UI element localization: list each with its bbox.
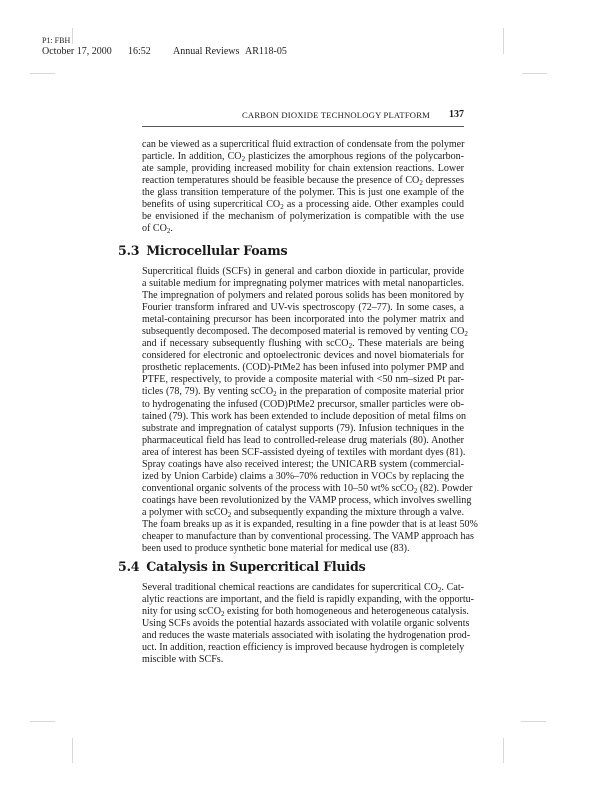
- text-line: the glass transition temperature of the polymer. This is just one example of the: [142, 187, 464, 199]
- text-line: reaction temperatures should be feasible because the presence of $CO_2$ depresses: [142, 175, 464, 188]
- text-line: area of interest has been SCF-assisted dyeing of textiles with mordant dyes (81).: [142, 446, 466, 458]
- text-line: conventional organic solvents of the process with 10–50 wt% scCO$_2$ (82). Powder: [142, 482, 473, 495]
- paragraph-intro: [142, 139, 464, 235]
- text-line: tained (79). This work has been extended to include deposition of metal films on: [142, 410, 467, 422]
- text-line: of $CO_2$.: [142, 223, 173, 236]
- text-line: prosthetic replacements. (COD)-PtMe2 has been infused into polymer PMP and: [142, 362, 464, 374]
- slug-info: [42, 46, 287, 57]
- text-line: be envisioned if the mechanism of polymerization is compatible with the use: [142, 211, 464, 223]
- slug-proof-id: P1: FBH: [42, 36, 71, 45]
- crop-mark-bottom-right-vertical: [503, 738, 504, 763]
- section-title: Microcellular Foams: [146, 243, 288, 258]
- text-line: metal-containing precursor has been incorporated into the polymer matrix and: [142, 314, 464, 326]
- section-body-microcellular-foams: [142, 266, 478, 555]
- text-line: to hydrogenating the infused (COD)PtMe2 precursor, smaller particles were ob-: [142, 398, 464, 410]
- crop-mark-top-left-vertical: [72, 28, 73, 44]
- text-line: subsequently decomposed. The decomposed material is removed by venting $CO_2$: [142, 326, 468, 339]
- crop-mark-bottom-right: [521, 721, 546, 722]
- slug-date: October 17, 2000: [42, 46, 112, 57]
- text-line: a suitable medium for impregnating polymer matrices with metal nanoparticles.: [142, 278, 464, 290]
- page-number: 137: [449, 109, 464, 120]
- text-line: The impregnation of polymers and related porous solids has been monitored by: [142, 290, 464, 302]
- text-line: been used to produce synthetic bone material for medical use (83).: [142, 543, 410, 555]
- section-body-catalysis: [142, 582, 475, 666]
- text-line: uct. In addition, reaction efficiency is improved because hydrogen is completely: [142, 642, 465, 654]
- text-line: cheaper to manufacture than by conventional processing. The VAMP approach has: [142, 531, 474, 543]
- slug-publisher: Annual Reviews: [173, 46, 240, 57]
- text-line: a polymer with scCO$_2$ and subsequently expanding the mixture through a valve.: [142, 506, 464, 519]
- text-line: substrate and impregnation of catalyst supports (79). Infusion techniques in the: [142, 422, 464, 434]
- text-line: Spray coatings have also received interest; the UNICARB system (commercial-: [142, 458, 464, 470]
- section-number: 5.3: [118, 243, 140, 258]
- running-head-title: CARBON DIOXIDE TECHNOLOGY PLATFORM: [242, 110, 430, 120]
- text-line: Fourier transform infrared and UV-vis spectroscopy (72–77). In some cases, a: [142, 302, 464, 314]
- running-head: [142, 110, 464, 127]
- slug-code: AR118-05: [245, 46, 287, 57]
- text-line: Supercritical fluids (SCFs) in general and carbon dioxide in particular, provide: [142, 266, 464, 277]
- text-line: considered for electronic and optoelectronic devices and novel biomaterials for: [142, 350, 464, 362]
- text-line: benefits of using supercritical $CO_2$ as a processing aide. Other examples could: [142, 199, 464, 212]
- text-line: miscible with SCFs.: [142, 654, 224, 666]
- text-line: ate sample, providing increased mobility for chain extension reactions. Lower: [142, 163, 464, 175]
- text-line: can be viewed as a supercritical fluid extraction of condensate from the polymer: [142, 139, 465, 150]
- crop-mark-top-right: [522, 73, 547, 74]
- text-line: Several traditional chemical reactions are candidates for supercritical $CO_2$. Cat-: [142, 582, 464, 594]
- text-line: coatings have been revolutionized by the VAMP process, which involves swelling: [142, 494, 472, 506]
- text-line: nity for using scCO$_2$ existing for both homogeneous and heterogeneous catalysis.: [142, 606, 469, 619]
- text-line: and reduces the waste materials associated with isolating the hydrogenation prod-: [142, 630, 471, 642]
- text-line: The foam breaks up as it is expanded, resulting in a fine powder that is at least 50%: [142, 518, 478, 530]
- text-line: alytic reactions are important, and the field is rapidly expanding, with the opportu-: [142, 594, 475, 606]
- text-line: pharmaceutical field has lead to controlled-release drug materials (80). Another: [142, 434, 464, 446]
- crop-mark-bottom-left: [30, 721, 55, 722]
- section-title: Catalysis in Supercritical Fluids: [146, 559, 366, 574]
- crop-mark-bottom-left-vertical: [72, 738, 73, 763]
- text-line: Using SCFs avoids the potential hazards associated with volatile organic solvents: [142, 618, 470, 630]
- crop-mark-top-right-vertical: [503, 28, 504, 54]
- text-line: and if necessary subsequently flushing with scCO$_2$. These materials are being: [142, 338, 464, 351]
- section-heading-5-4: [118, 559, 365, 574]
- section-heading-5-3: [118, 243, 287, 258]
- text-line: ticles (78, 79). By venting scCO$_2$ in the preparation of composite material prior: [142, 386, 464, 399]
- text-line: ized by Union Carbide) claims a 30%–70% reduction in VOCs by replacing the: [142, 470, 464, 482]
- section-number: 5.4: [118, 559, 140, 574]
- crop-mark-top-left: [30, 73, 55, 74]
- slug-time: 16:52: [128, 46, 151, 57]
- text-line: PTFE, respectively, to provide a composite material with <50 nm–sized Pt par-: [142, 374, 464, 386]
- text-line: particle. In addition, $CO_2$ plasticizes the amorphous regions of the polycarbon-: [142, 151, 464, 164]
